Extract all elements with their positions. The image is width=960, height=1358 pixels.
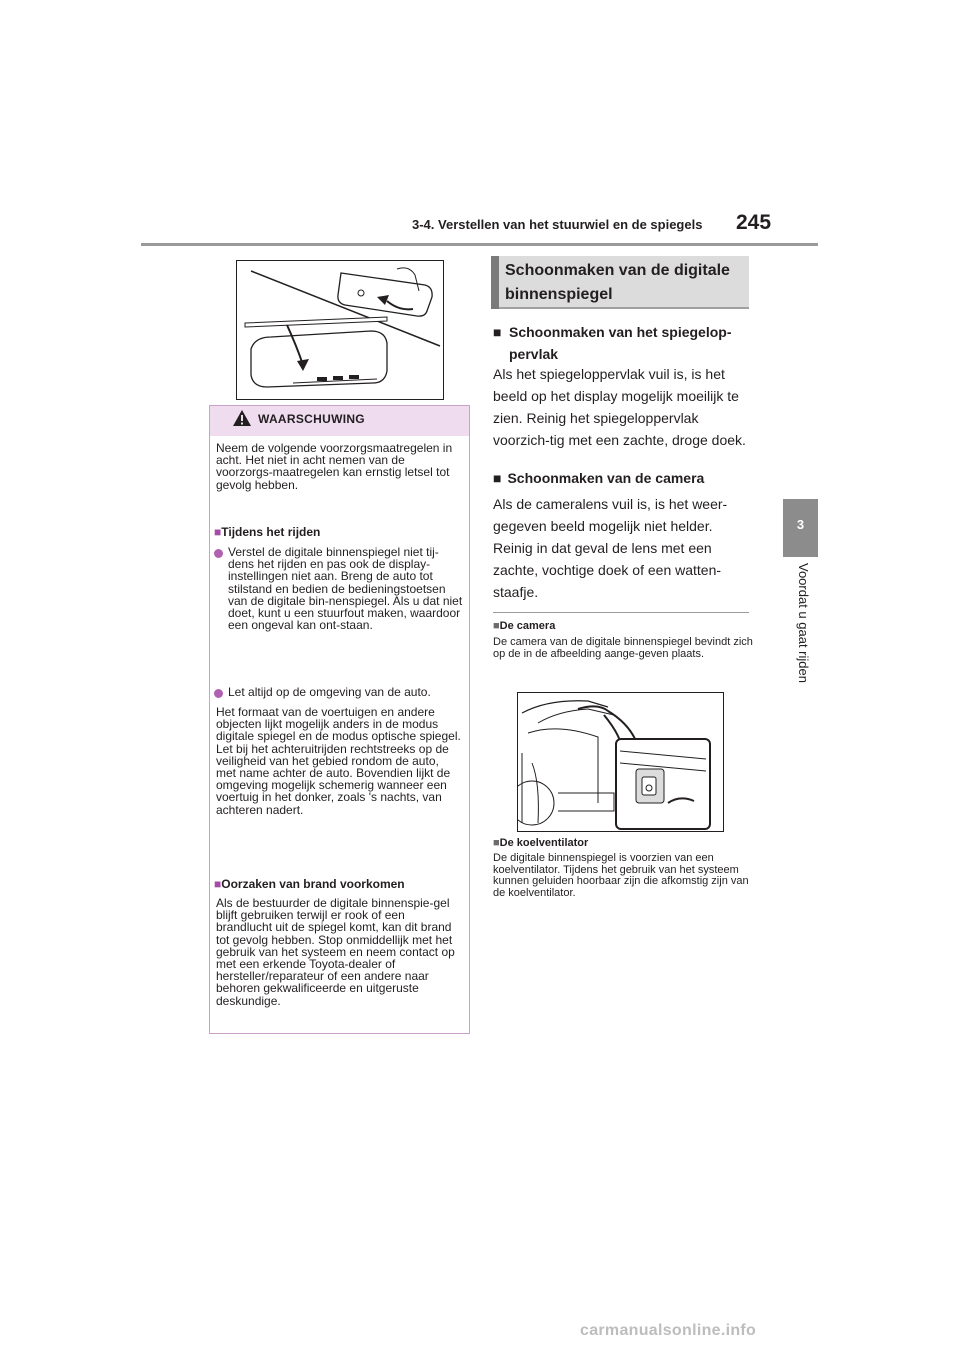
chapter-title: Voordat u gaat rijden <box>796 563 811 683</box>
page-number: 245 <box>736 211 772 234</box>
fan-note-heading: ■De koelventilator <box>493 837 589 849</box>
warning-subheading-driving: ■Tijdens het rijden <box>214 525 321 539</box>
camera-note-text: De camera van de digitale binnenspiegel bevindt zich op de in de afbeelding aange-geven plaats. <box>493 636 753 660</box>
mirror-cleaning-heading: ■ Schoonmaken van het spiegelop-pervlak <box>493 324 732 362</box>
warning-bullet-adjust: Verstel de digitale binnenspiegel niet tij-dens het rijden en pas ook de display-instellingen niet aan. Breng de auto tot stilstand en bedien de bedieningstoetsen van de digitale bin-nenspiegel. Als u dat niet doet, kunt u een stuurfout maken, waardoor een ongeval kan ont-staan. <box>228 545 463 633</box>
mirror-cleaning-text: Als het spiegeloppervlak vuil is, is het beeld op het display mogelijk moeilijk te zien. Reinig het spiegeloppervlak voorzich-tig met een zachte, droge doek. <box>493 366 746 448</box>
header-divider <box>141 243 818 246</box>
warning-title: WAARSCHUWING <box>258 412 365 426</box>
mirror-illustration <box>236 260 444 400</box>
warning-intro: Neem de volgende voorzorgsmaatregelen in acht. Het niet in acht nemen van de voorzorgs-maatregelen kan ernstig letsel tot gevolg hebben. <box>216 441 453 492</box>
section-title: 3-4. Verstellen van het stuurwiel en de spiegels <box>412 217 703 232</box>
warning-text-fire: Als de bestuurder de digitale binnenspie-gel blijft gebruiken terwijl er rook of een brandlucht uit de spiegel komt, kan dit brand tot gevolg hebben. Stop onmiddellijk met het gebruik van het systeem en neem contact op met een erkende Toyota-dealer of hersteller/reparateur of een andere naar behoren gekwalificeerde en uitgeruste deskundige. <box>216 896 455 1008</box>
camera-note-heading: ■De camera <box>493 620 556 632</box>
warning-triangle-icon <box>232 409 252 427</box>
camera-cleaning-text: Als de cameralens vuil is, is het weer-gegeven beeld mogelijk niet helder. Reinig in dat geval de lens met een zachte, vochtige doek of een watten-staafje. <box>493 496 728 600</box>
cleaning-section-title: Schoonmaken van de digitale binnenspiegel <box>505 262 730 303</box>
cleaning-section-bar <box>491 256 499 309</box>
fan-note-text: De digitale binnenspiegel is voorzien van een koelventilator. Tijdens het gebruik van het systeem kunnen geluiden hoorbaar zijn die afkomstig zijn van de koelventilator. <box>493 852 749 899</box>
bullet-icon <box>214 689 223 698</box>
camera-location-illustration <box>517 692 724 832</box>
car-camera-drawing-icon <box>518 693 723 831</box>
camera-cleaning-heading: ■ Schoonmaken van de camera <box>493 470 705 486</box>
notes-divider <box>493 612 749 613</box>
bullet-icon <box>214 549 223 558</box>
mirror-drawing-icon <box>237 261 443 399</box>
warning-text-size: Het formaat van de voertuigen en andere objecten lijkt mogelijk anders in de modus digitale spiegel en de modus optische spiegel. Let bij het achteruitrijden rechtstreeks op de veiligheid van het gebied rondom de auto, met name achter de auto. Bovendien lijkt de omgeving mogelijk schemerig wanneer een voertuig in het donker, zoals 's nachts, van achteren nadert. <box>216 705 461 817</box>
warning-subheading-fire: ■Oorzaken van brand voorkomen <box>214 877 405 891</box>
chapter-number: 3 <box>796 517 805 532</box>
footer-watermark: carmanualsonline.info <box>580 1322 757 1339</box>
warning-bullet-surroundings: Let altijd op de omgeving van de auto. <box>228 685 431 699</box>
